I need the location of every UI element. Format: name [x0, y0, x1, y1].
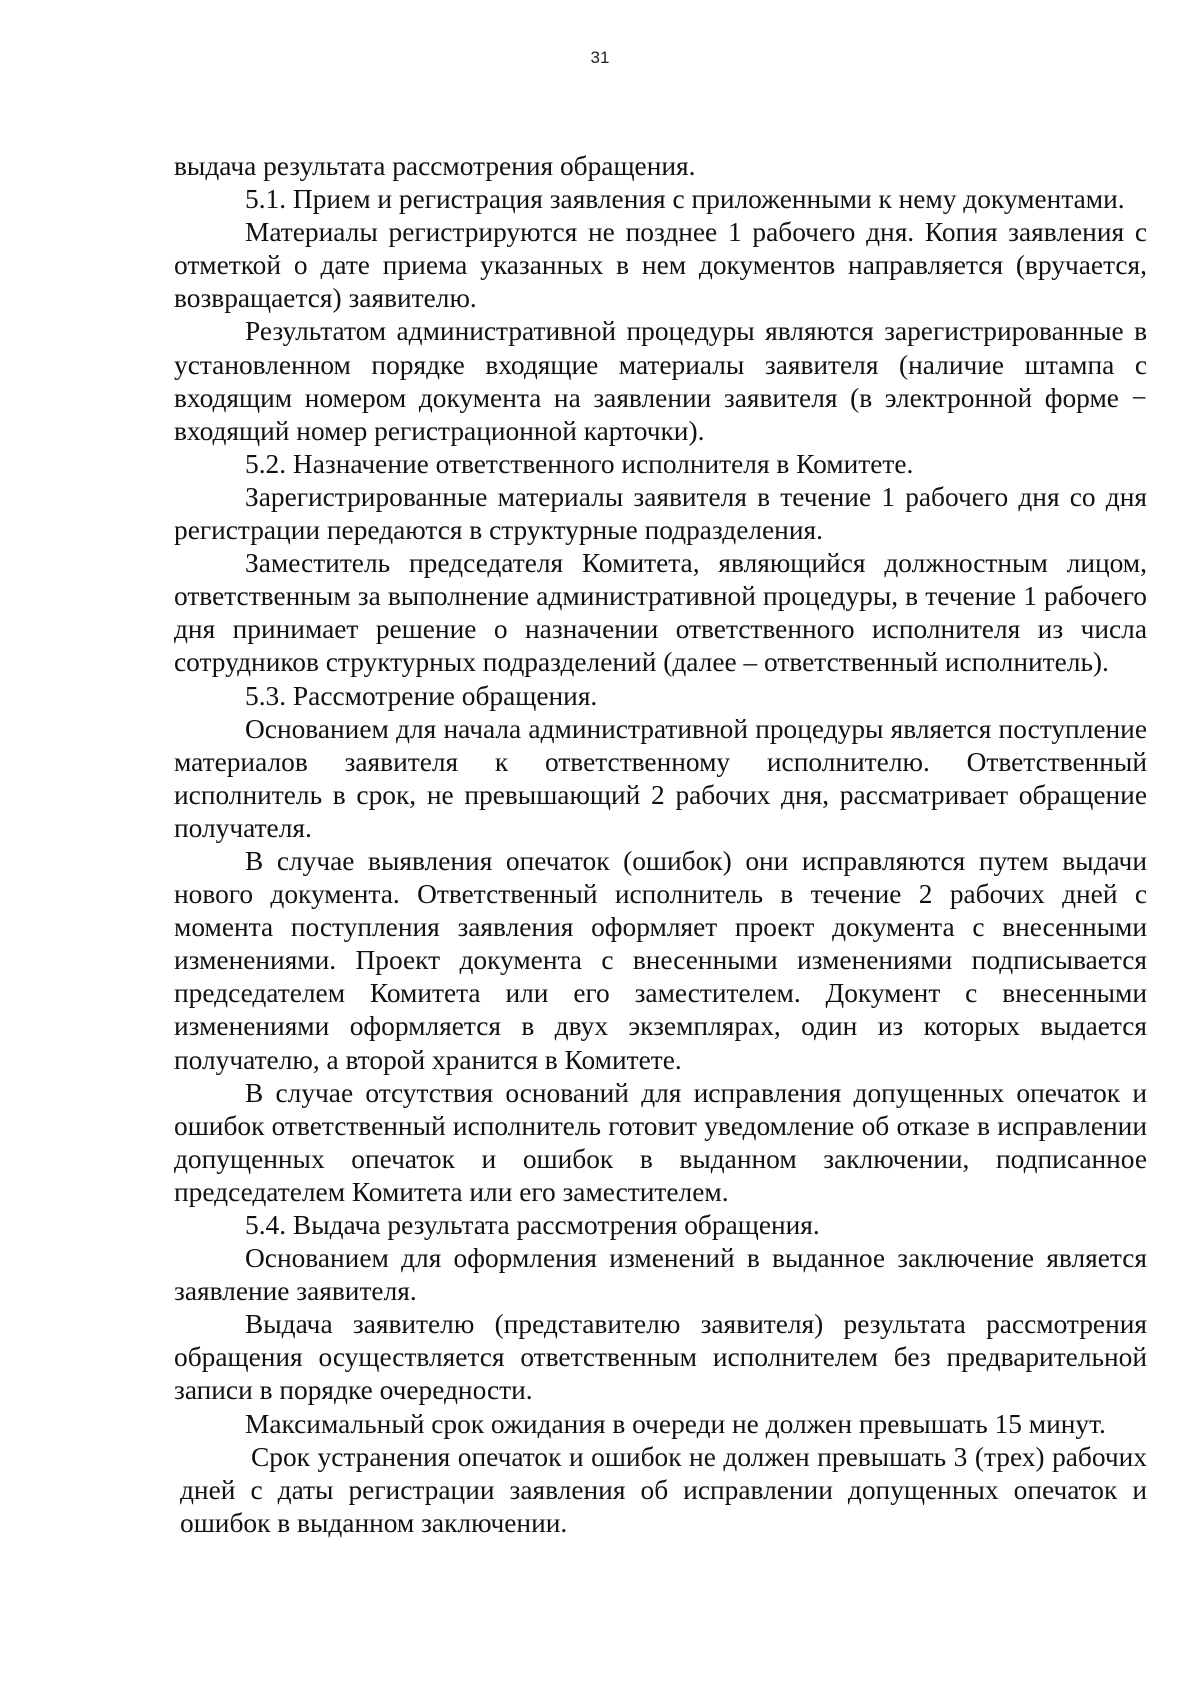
paragraph: Заместитель председателя Комитета, являющийся должностным лицом, ответственным за выполнение административной процедуры, в течение 1 рабочего дня принимает решение о назначении ответственного исполнителя из числа сотрудников структурных подразделений (далее – ответственный исполнитель). [174, 548, 1147, 678]
page-number: 31 [590, 48, 610, 67]
paragraph: В случае выявления опечаток (ошибок) они исправляются путем выдачи нового документа. Ответственный исполнитель в течение 2 рабочих дней с момента поступления заявления оформляет проект документа с внесенными изменениями. Проект документа с внесенными изменениями подписывается председателем Комитета или его заместителем. Документ с внесенными изменениями оформляется в двух экземплярах, один из которых выдается получателю, а второй хранится в Комитете. [174, 845, 1147, 1075]
paragraph: Результатом административной процедуры являются зарегистрированные в установленном порядке входящие материалы заявителя (наличие штампа с входящим номером документа на заявлении заявителя (в электронной форме − входящий номер регистрационной карточки). [174, 316, 1147, 446]
section-heading: 5.4. Выдача результата рассмотрения обращения. [245, 1210, 820, 1240]
paragraph: Срок устранения опечаток и ошибок не должен превышать 3 (трех) рабочих дней с даты регистрации заявления об исправлении допущенных опечаток и ошибок в выданном заключении. [180, 1441, 1147, 1538]
paragraph: Основанием для оформления изменений в выданное заключение является заявление заявителя. [174, 1243, 1147, 1307]
paragraph: Зарегистрированные материалы заявителя в течение 1 рабочего дня со дня регистрации передаются в структурные подразделения. [174, 481, 1147, 546]
paragraph: Выдача заявителю (представителю заявителя) результата рассмотрения обращения осуществляется ответственным исполнителем без предварительной записи в порядке очередности. [174, 1309, 1147, 1406]
section-heading: 5.2. Назначение ответственного исполнителя в Комитете. [245, 448, 914, 479]
section-heading: 5.1. Прием и регистрация заявления с приложенными к нему документами. [245, 184, 1125, 215]
paragraph: В случае отсутствия оснований для исправления допущенных опечаток и ошибок ответственный исполнитель готовит уведомление об отказе в исправлении допущенных опечаток и ошибок в выданном заключении, подписанное председателем Комитета или его заместителем. [174, 1077, 1147, 1207]
paragraph: Максимальный срок ожидания в очереди не должен превышать 15 минут. [245, 1408, 1106, 1439]
section-heading: 5.3. Рассмотрение обращения. [245, 680, 598, 711]
document-body [174, 150, 1147, 1540]
paragraph: Основанием для начала административной процедуры является поступление материалов заявителя к ответственному исполнителю. Ответственный исполнитель в срок, не превышающий 2 рабочих дня, рассматривает обращение получателя. [174, 713, 1147, 843]
paragraph: Материалы регистрируются не позднее 1 рабочего дня. Копия заявления с отметкой о дате приема указанных в нем документов направляется (вручается, возвращается) заявителю. [174, 217, 1147, 314]
paragraph: выдача результата рассмотрения обращения. [174, 151, 696, 181]
